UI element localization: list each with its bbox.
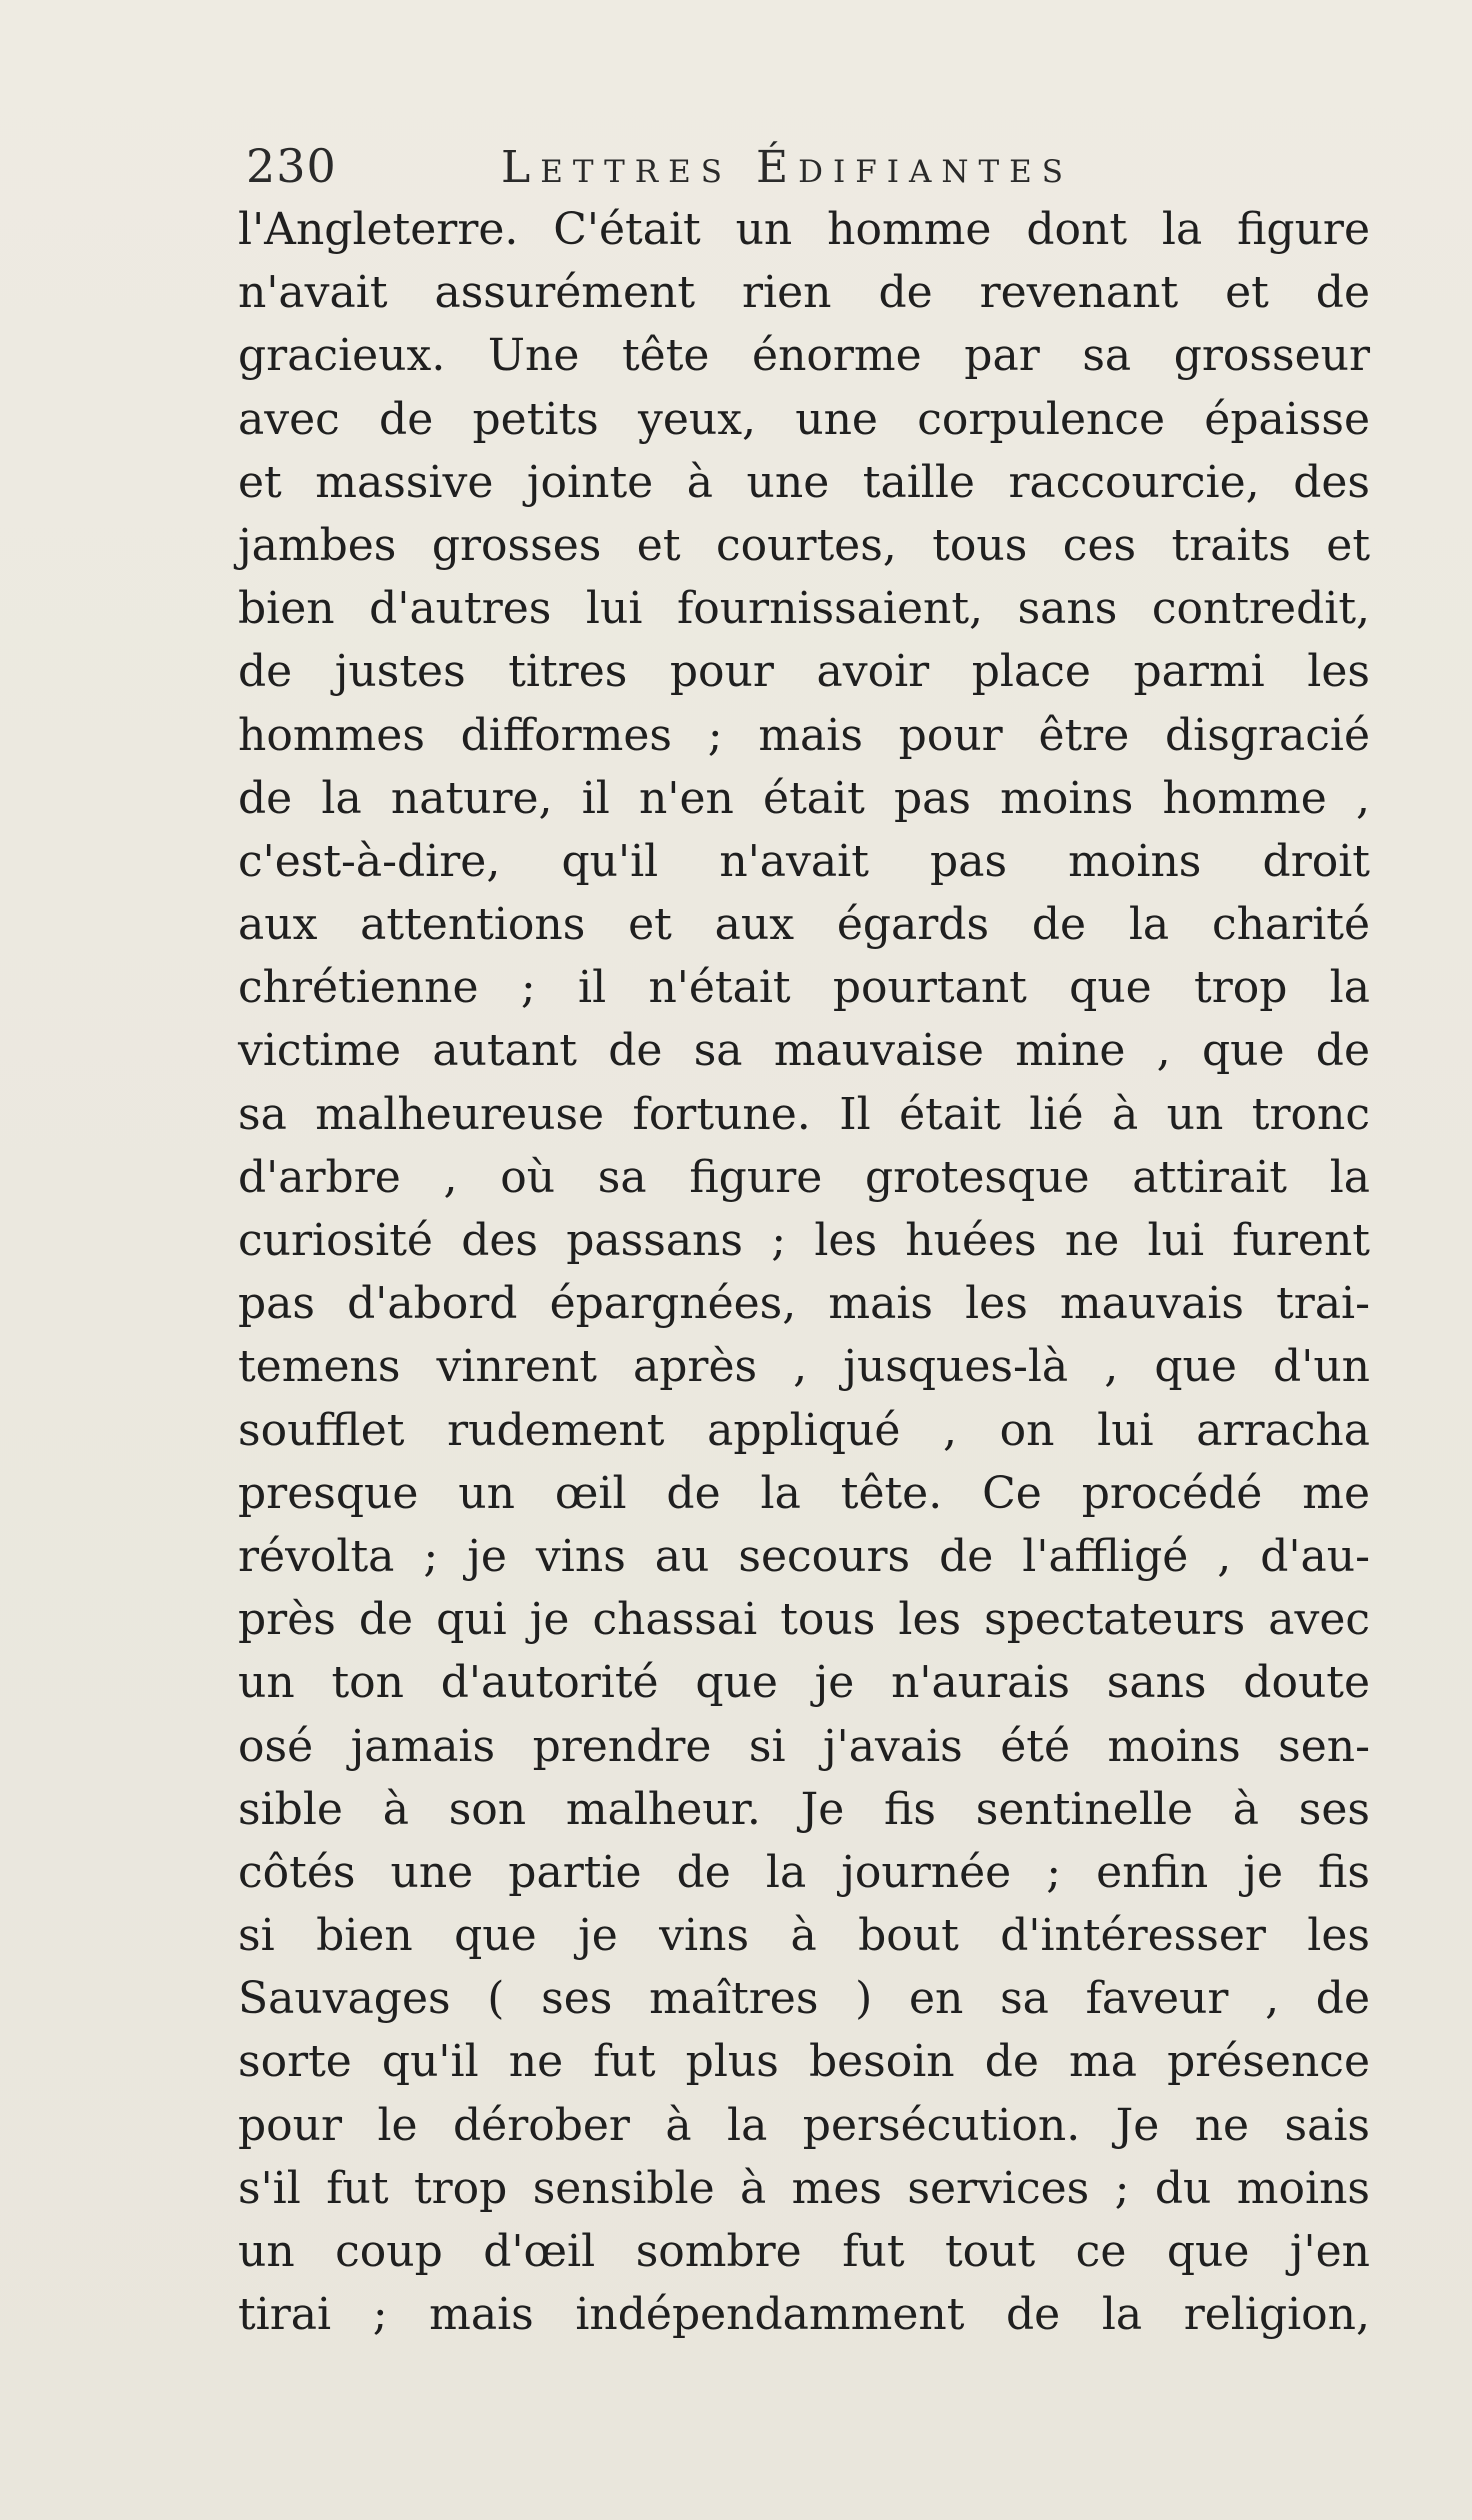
text-line: si bien que je vins à bout d'intéresser les [238,1910,1370,1962]
text-line: d'arbre , où sa figure grotesque attirait la [238,1151,1370,1203]
running-title: Lettres Édifiantes [501,142,1073,193]
text-line: de justes titres pour avoir place parmi les [238,646,1370,698]
text-line: un ton d'autorité que je n'aurais sans doute [238,1657,1370,1709]
body-text [238,198,1370,2346]
text-line: un coup d'œil sombre fut tout ce que j'en [238,2226,1370,2277]
text-line: sa malheureuse fortune. Il était lié à un tronc [238,1088,1370,1140]
text-line: temens vinrent après , jusques-là , que d'un [238,1341,1370,1393]
text-line: s'il fut trop sensible à mes services ; du moins [238,2162,1370,2214]
text-line: bien d'autres lui fournissaient, sans contredit, [238,583,1370,635]
text-line: de la nature, il n'en était pas moins homme , [238,772,1370,824]
text-line: l'Angleterre. C'était un homme dont la figure [238,204,1370,255]
text-line: osé jamais prendre si j'avais été moins sen- [238,1720,1370,1772]
text-line: presque un œil de la tête. Ce procédé me [238,1467,1370,1519]
text-line: chrétienne ; il n'était pourtant que trop la [238,962,1370,1014]
text-line: révolta ; je vins au secours de l'affligé , d'au- [238,1530,1370,1582]
text-line: n'avait assurément rien de revenant et de [238,267,1370,319]
text-line: sorte qu'il ne fut plus besoin de ma présence [238,2036,1370,2088]
text-line: tirai ; mais indépendamment de la religion, [238,2289,1370,2341]
text-line: pour le dérober à la persécution. Je ne sais [238,2099,1370,2151]
text-line: sible à son malheur. Je fis sentinelle à ses [238,1783,1370,1835]
text-line: côtés une partie de la journée ; enfin je fis [238,1846,1370,1898]
text-line: gracieux. Une tête énorme par sa grosseur [238,330,1370,382]
page-number: 230 [246,139,337,193]
page-header [246,130,1246,200]
text-line: victime autant de sa mauvaise mine , que de [238,1025,1370,1077]
text-line: curiosité des passans ; les huées ne lui furent [238,1215,1370,1266]
text-line: et massive jointe à une taille raccourcie, des [238,456,1370,508]
text-line: près de qui je chassai tous les spectateurs avec [238,1594,1370,1646]
text-line: avec de petits yeux, une corpulence épaisse [238,393,1370,445]
text-line: aux attentions et aux égards de la charité [238,899,1370,951]
text-line: pas d'abord épargnées, mais les mauvais trai- [238,1278,1370,1330]
text-line: hommes difformes ; mais pour être disgracié [238,709,1370,761]
text-line: jambes grosses et courtes, tous ces traits et [238,519,1370,571]
text-line: soufflet rudement appliqué , on lui arracha [238,1404,1370,1456]
text-line: c'est-à-dire, qu'il n'avait pas moins droit [238,835,1370,887]
text-line: Sauvages ( ses maîtres ) en sa faveur , de [238,1973,1370,2025]
